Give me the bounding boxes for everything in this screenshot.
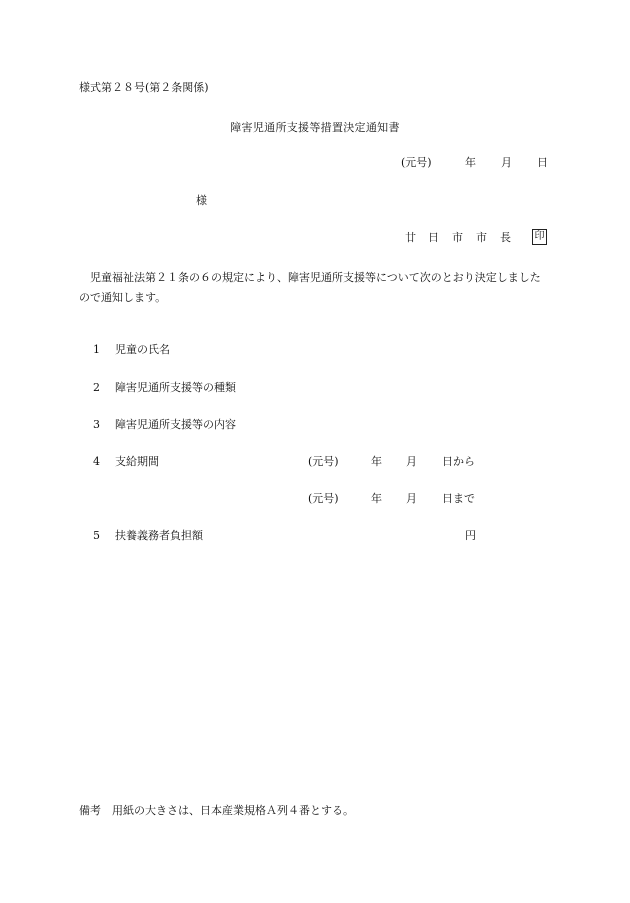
item-label-support-content: 障害児通所支援等の内容	[115, 418, 236, 431]
remarks-text: 用紙の大きさは、日本産業規格Ａ列４番とする。	[112, 804, 354, 817]
period-to-month: 月	[406, 492, 417, 505]
period-to-era: (元号)	[308, 492, 339, 505]
issuer-char: 日	[428, 231, 439, 244]
item-number: 4	[93, 455, 100, 468]
period-from-year: 年	[371, 455, 382, 468]
item-label-support-type: 障害児通所支援等の種類	[115, 381, 236, 394]
addressee-suffix: 様	[196, 194, 207, 207]
issuer-char: 市	[476, 231, 487, 244]
period-from-day: 日から	[442, 455, 475, 468]
issuer-char: 廿	[405, 231, 416, 244]
seal-mark: 印	[532, 229, 547, 245]
date-month: 月	[501, 156, 512, 169]
date-day: 日	[537, 156, 548, 169]
date-year: 年	[465, 156, 476, 169]
item-label-child-name: 児童の氏名	[115, 343, 170, 356]
period-from-era: (元号)	[308, 455, 339, 468]
period-from-month: 月	[406, 455, 417, 468]
body-text: 児童福祉法第２１条の６の規定により、障害児通所支援等について次のとおり決定しましたので通知します。	[79, 271, 541, 304]
item-number: 3	[93, 418, 100, 431]
remarks-label: 備考	[79, 804, 101, 817]
item-number: 5	[93, 529, 100, 542]
form-number: 様式第２８号(第２条関係)	[79, 81, 209, 94]
period-to-day: 日まで	[442, 492, 475, 505]
period-to-year: 年	[371, 492, 382, 505]
item-number: 1	[93, 343, 100, 356]
item-label-support-obligor-amount: 扶養義務者負担額	[115, 529, 203, 542]
issuer-char: 長	[500, 231, 511, 244]
issuer-char: 市	[452, 231, 463, 244]
document-title: 障害児通所支援等措置決定通知書	[230, 121, 400, 134]
item-number: 2	[93, 381, 100, 394]
amount-unit: 円	[465, 529, 476, 542]
item-label-payment-period: 支給期間	[115, 455, 159, 468]
date-era: (元号)	[401, 156, 432, 169]
